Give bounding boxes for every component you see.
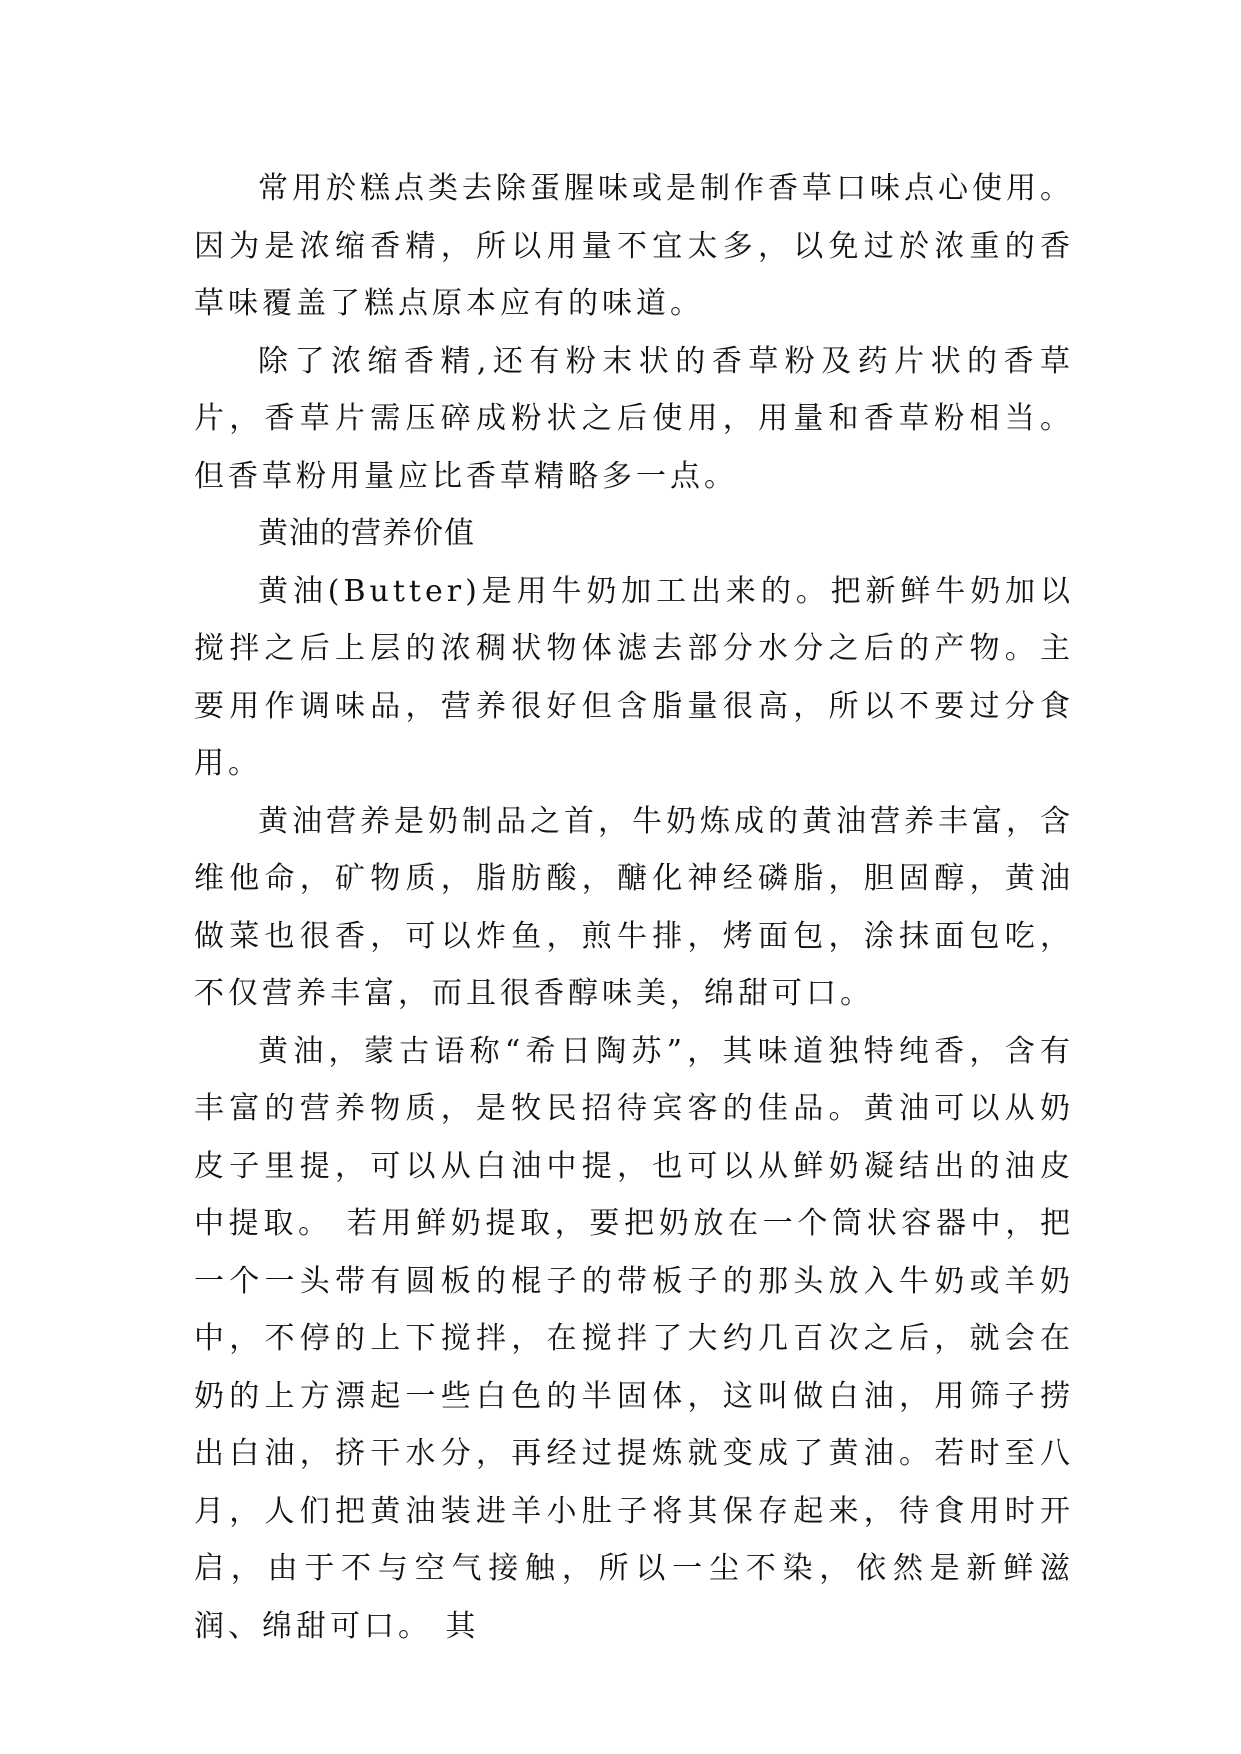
section-heading-butter-nutrition: 黄油的营养价值 [258, 516, 475, 551]
paragraph-butter-mongolian: 黄油，蒙古语称“希日陶苏”，其味道独特纯香，含有丰富的营养物质，是牧民招待宾客的佳品。黄油可以从奶皮子里提，可以从白油中提，也可以从鲜奶凝结出的油皮中提取。 若用鲜奶提取，要把奶放在一个筒状容器中，把一个一头带有圆板的棍子的带板子的那头放入牛奶或羊奶中，不停的上下搅拌，在搅拌了大约几百次之后，就会在奶的上方漂起一些白色的半固体，这叫做白油，用筛子捞出白油，挤干水分，再经过提炼就变成了黄油。若时至八月，人们把黄油装进羊小肚子将其保存起来，待食用时开启，由于不与空气接触，所以一尘不染，依然是新鲜滋润、绵甜可口。 其 [194, 1033, 1074, 1644]
paragraph-butter-definition: 黄油(Butter)是用牛奶加工出来的。把新鲜牛奶加以搅拌之后上层的浓稠状物体滤去部分水分之后的产物。主要用作调味品，营养很好但含脂量很高，所以不要过分食用。 [194, 573, 1074, 781]
paragraph-butter-nutrients: 黄油营养是奶制品之首，牛奶炼成的黄油营养丰富，含维他命，矿物质，脂肪酸，醣化神经磷脂，胆固醇，黄油做菜也很香，可以炸鱼，煎牛排，烤面包，涂抹面包吃，不仅营养丰富，而且很香醇味美，绵甜可口。 [194, 803, 1074, 1011]
document-body [194, 160, 1074, 1655]
paragraph-vanilla-powder: 除了浓缩香精,还有粉末状的香草粉及药片状的香草片，香草片需压碎成粉状之后使用，用量和香草粉相当。但香草粉用量应比香草精略多一点。 [194, 343, 1074, 494]
paragraph-vanilla-usage: 常用於糕点类去除蛋腥味或是制作香草口味点心使用。因为是浓缩香精，所以用量不宜太多，以免过於浓重的香草味覆盖了糕点原本应有的味道。 [194, 171, 1074, 321]
